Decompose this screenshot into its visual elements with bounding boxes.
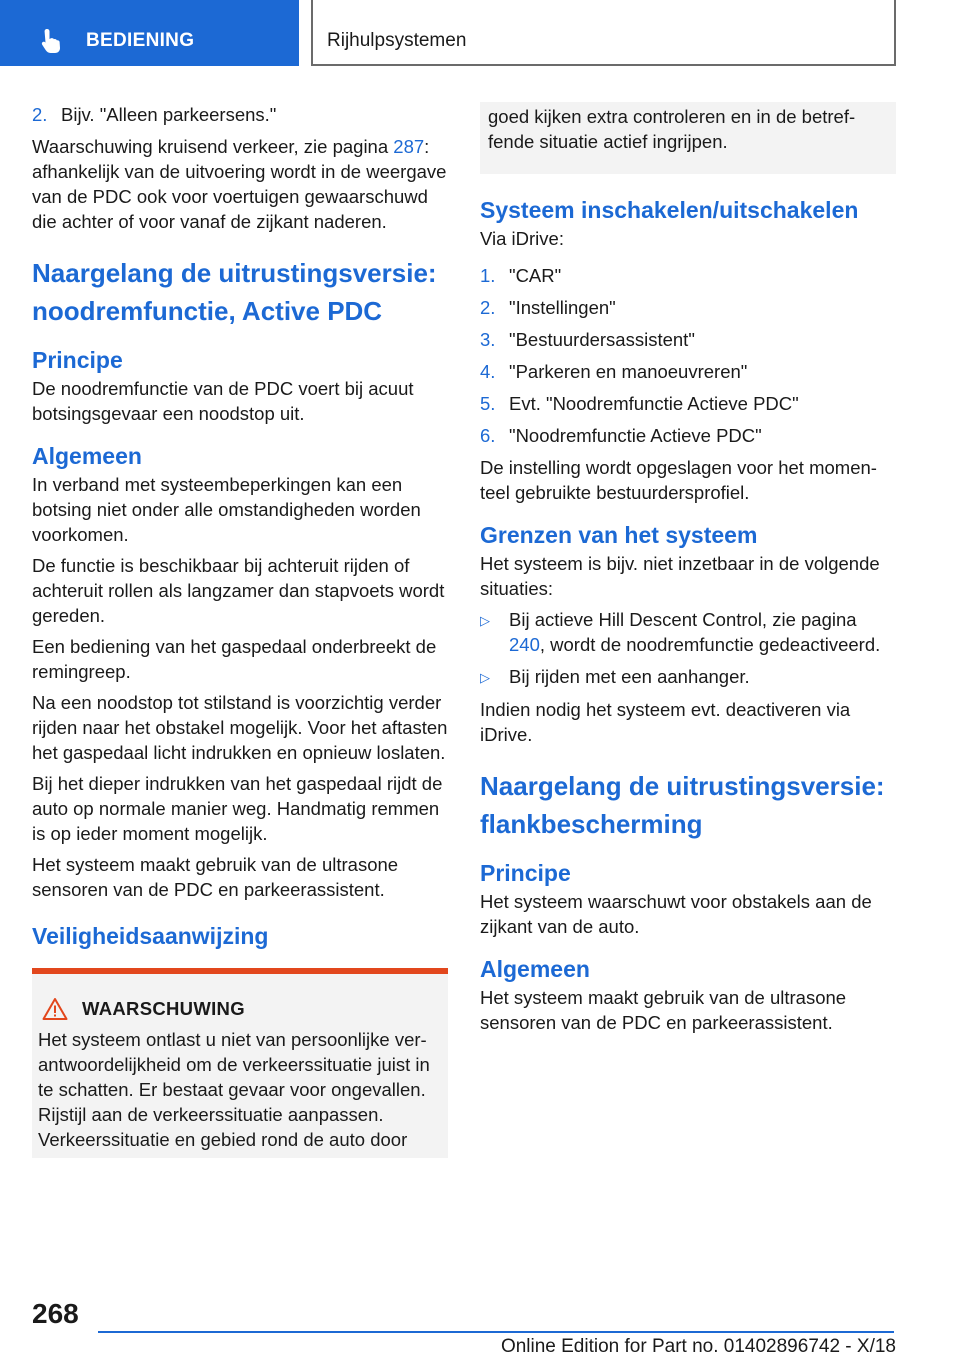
paragraph: Het systeem maakt gebruik van de ultrasone sensoren van de PDC en parkeerassistent. xyxy=(32,854,399,900)
list-number: 4. xyxy=(480,361,496,382)
right-column xyxy=(480,102,896,1041)
list-text: Evt. "Noodremfunctie Actieve PDC" xyxy=(509,393,799,414)
paragraph: De functie is beschikbaar bij achteruit rijden of achteruit rollen als langzamer dan stapvoets wordt gereden. xyxy=(32,555,445,626)
list-item xyxy=(480,391,896,416)
paragraph: Het systeem waarschuwt voor obstakels aan de zijkant van de auto. xyxy=(480,891,872,937)
warning-body: Het systeem ontlast u niet van persoonlijke verantwoordelijkheid om de verkeerssituatie juist in te schatten. Er bestaat gevaar voor ongevallen. Rijstijl aan de verkeerssituatie aanpassen. Verkeerssituatie en gebied rond de auto door xyxy=(38,1029,430,1150)
left-column xyxy=(32,102,448,1158)
paragraph: Via iDrive: xyxy=(480,228,564,249)
list-text: "Instellingen" xyxy=(509,297,616,318)
list-number: 5. xyxy=(480,393,496,414)
touch-hand-icon xyxy=(38,26,66,54)
page-link-240[interactable]: 240 xyxy=(509,634,540,655)
text: : afhankelijk van de uitvoering wordt in de weergave van de PDC ook voor voertuigen gewaarschuwd die achter of voor vanaf de zijkant naderen. xyxy=(32,136,447,232)
subheading-veiligheid: Veiligheidsaanwijzing xyxy=(32,923,269,949)
list-item xyxy=(480,263,896,288)
section-heading: Naargelang de uitrustingsversie: flankbescherming xyxy=(480,771,885,839)
footer-divider xyxy=(98,1331,894,1333)
triangle-bullet-icon: ▷ xyxy=(480,613,490,628)
paragraph-cross-traffic xyxy=(32,134,448,234)
paragraph: Het systeem is bijv. niet inzetbaar in de volgende situaties: xyxy=(480,553,880,599)
text: , wordt de noodremfunctie gedeactiveerd. xyxy=(539,634,881,655)
list-item xyxy=(480,295,896,320)
paragraph: Een bediening van het gaspedaal onderbreekt de remingreep. xyxy=(32,636,437,682)
list-number: 2. xyxy=(480,297,496,318)
list-number: 6. xyxy=(480,425,496,446)
subheading-algemeen: Algemeen xyxy=(480,956,590,982)
bullet-text: Bij rijden met een aanhanger. xyxy=(509,666,750,687)
bullet-text xyxy=(509,607,896,657)
list-number: 3. xyxy=(480,329,496,350)
list-text: Bijv. "Alleen parkeersens." xyxy=(61,104,277,125)
paragraph: De instelling wordt opgeslagen voor het momenteel gebruikte bestuurdersprofiel. xyxy=(480,457,877,503)
section-heading: Naargelang de uitrustingsversie: noodremfunctie, Active PDC xyxy=(32,258,437,326)
text: Bij actieve Hill Descent Control, zie pagina xyxy=(509,609,857,630)
paragraph: De noodremfunctie van de PDC voert bij acuut botsingsgevaar een noodstop uit. xyxy=(32,378,414,424)
header-tab-label: BEDIENING xyxy=(86,30,195,51)
paragraph: Het systeem maakt gebruik van de ultrasone sensoren van de PDC en parkeerassistent. xyxy=(480,987,847,1033)
subheading-principe: Principe xyxy=(32,347,123,373)
list-text: "Bestuurdersassistent" xyxy=(509,329,695,350)
warning-triangle-icon xyxy=(42,997,68,1021)
header-tab[interactable] xyxy=(0,0,299,66)
text: Waarschuwing kruisend verkeer, zie pagina xyxy=(32,136,394,157)
list-item xyxy=(480,359,896,384)
section-title: Rijhulpsystemen xyxy=(327,30,467,51)
list-item xyxy=(32,102,448,127)
warning-body-continued: goed kijken extra controleren en in de betreffende situatie actief ingrijpen. xyxy=(488,106,856,152)
subheading-principe: Principe xyxy=(480,860,571,886)
warning-title xyxy=(42,996,442,1021)
warning-box-continued xyxy=(480,102,896,174)
subheading-grenzen: Grenzen van het systeem xyxy=(480,522,758,548)
paragraph: Na een noodstop tot stilstand is voorzichtig verder rijden naar het obstakel mogelijk. Voor het aftasten het gaspedaal licht indrukken en opnieuw loslaten. xyxy=(32,692,448,763)
list-text: "Noodremfunctie Actieve PDC" xyxy=(509,425,762,446)
subheading-inschakelen: Systeem inschakelen/uitschakelen xyxy=(480,197,859,223)
footer-edition: Online Edition for Part no. 01402896742 - X/18 xyxy=(500,1336,896,1357)
list-item xyxy=(480,423,896,448)
paragraph: Bij het dieper indrukken van het gaspedaal rijdt de auto op normale manier weg. Handmatig remmen is op ieder moment mogelijk. xyxy=(32,773,443,844)
page-number: 268 xyxy=(32,1298,79,1329)
paragraph: In verband met systeembeperkingen kan een botsing niet onder alle omstandigheden worden voorkomen. xyxy=(32,474,421,545)
page-link-287[interactable]: 287 xyxy=(393,136,425,157)
warning-title-text: WAARSCHUWING xyxy=(82,998,245,1019)
list-number: 1. xyxy=(480,265,496,286)
paragraph: Indien nodig het systeem evt. deactiveren via iDrive. xyxy=(480,699,851,745)
warning-box xyxy=(32,968,448,1158)
list-item xyxy=(480,327,896,352)
list-text: "CAR" xyxy=(509,265,562,286)
list-number: 2. xyxy=(32,104,48,125)
bullet-item xyxy=(480,607,896,657)
triangle-bullet-icon: ▷ xyxy=(480,670,490,685)
list-text: "Parkeren en manoeuvreren" xyxy=(509,361,748,382)
bullet-item xyxy=(480,664,896,690)
subheading-algemeen: Algemeen xyxy=(32,443,142,469)
header-section-frame xyxy=(311,0,896,66)
